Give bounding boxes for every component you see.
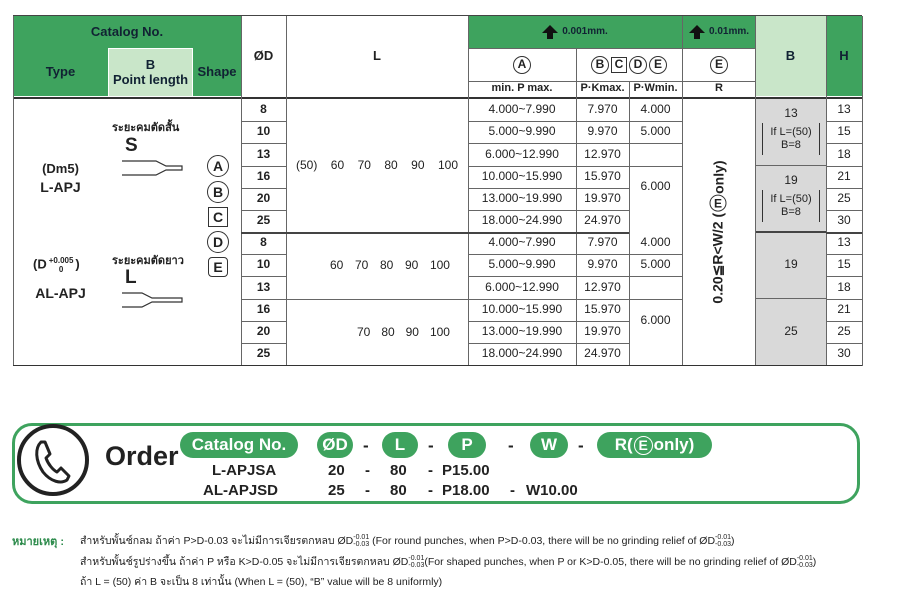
b-note-2	[762, 190, 820, 222]
header-tol-001	[468, 16, 682, 48]
phone-icon	[13, 420, 93, 500]
l-value: 70	[354, 258, 369, 272]
circle-d: D	[629, 56, 647, 74]
long-punch-icon	[120, 290, 186, 310]
pw-value: 5.000	[640, 124, 671, 139]
row-line	[826, 321, 862, 322]
pill-od: ØD	[317, 432, 353, 458]
divider	[682, 232, 683, 233]
pill-w: W	[530, 432, 568, 458]
b-value-19: 19	[784, 257, 798, 272]
point-long-letter: L	[125, 267, 137, 288]
pk-value: 12.970	[584, 279, 621, 294]
pk-value: 15.970	[584, 168, 621, 183]
row-line	[826, 166, 862, 167]
l-value: 80	[381, 325, 395, 339]
pw-value: 5.000	[640, 257, 671, 272]
od-value: 8	[260, 235, 267, 250]
l-value: 80	[384, 158, 398, 172]
pill-r-e: E	[634, 436, 653, 455]
shape-e: E	[208, 257, 228, 277]
header-b: B	[755, 16, 826, 96]
d-sup: +0.005	[48, 256, 74, 265]
order-row2-dash3: -	[510, 482, 515, 499]
row-line	[241, 121, 286, 122]
p-range: 10.000~15.990	[481, 168, 563, 183]
row-line	[826, 210, 862, 211]
h-value: 25	[837, 190, 851, 205]
order-row1-l: 80	[390, 462, 407, 479]
order-row1-dash2: -	[428, 462, 433, 479]
h-value: 30	[837, 346, 851, 361]
h-value: 13	[837, 102, 851, 117]
note-sup: -0.01	[715, 534, 732, 542]
row-line	[241, 343, 286, 344]
type-dm5: (Dm5)	[42, 160, 79, 176]
note-3: ถ้า L = (50) ค่า B จะเป็น 8 เท่านั้น (When L = (50), “B” value will be 8 uniformly)	[80, 576, 443, 588]
order-row2-l: 80	[390, 482, 407, 499]
row-line	[826, 276, 862, 277]
up-arrow-icon	[689, 25, 705, 39]
pk-value: 9.970	[587, 124, 618, 139]
h-value: 30	[837, 213, 851, 228]
pw-g1: 6.000	[640, 179, 671, 194]
l-value: 70	[357, 158, 371, 172]
pill-r	[597, 432, 712, 458]
od-value: 25	[256, 346, 271, 361]
header-col-e	[683, 49, 755, 81]
row-line	[241, 210, 286, 211]
p-range: 10.000~15.990	[481, 301, 563, 316]
pw-value: 4.000	[640, 235, 671, 250]
row-line	[826, 254, 862, 255]
note-sup: -0.01	[353, 534, 370, 542]
order-title: Order	[105, 441, 179, 471]
order-row1-p: P15.00	[442, 462, 490, 479]
p-range: 5.000~9.990	[488, 257, 556, 272]
p-range: 13.000~19.990	[481, 190, 563, 205]
row-line	[241, 143, 286, 144]
od-value: 25	[256, 213, 271, 228]
pill-catalog: Catalog No.	[180, 432, 298, 458]
order-row2-dash2: -	[428, 482, 433, 499]
l-values-g1	[296, 158, 458, 172]
tol-label-2: 0.01mm.	[708, 26, 750, 38]
pill-l: L	[382, 432, 418, 458]
shape-c: C	[208, 207, 228, 227]
dash: -	[508, 436, 514, 455]
header-shape: Shape	[193, 48, 241, 96]
header-col-bcde	[576, 49, 682, 81]
od-value: 13	[256, 146, 271, 161]
square-c: C	[611, 57, 627, 73]
pill-r-only: only)	[653, 435, 695, 454]
type-alapj: AL-APJ	[35, 284, 86, 301]
row-line	[468, 121, 629, 122]
type-d-tolerance	[33, 256, 80, 274]
row-line	[468, 166, 629, 167]
h-value: 21	[837, 301, 851, 316]
p-range: 4.000~7.990	[488, 235, 556, 250]
row-line	[241, 188, 286, 189]
b-value-13: 13	[784, 106, 798, 121]
l-value: 90	[411, 158, 425, 172]
note-text: )	[731, 535, 735, 547]
dash: -	[363, 436, 369, 455]
circle-b: B	[591, 56, 609, 74]
header-h: H	[826, 16, 862, 96]
shape-d: D	[207, 231, 229, 253]
pk-value: 12.970	[584, 146, 621, 161]
od-value: 8	[260, 102, 267, 117]
note-line: If L=(50)	[770, 193, 812, 206]
point-short-letter: S	[125, 135, 138, 156]
row-line	[468, 143, 629, 144]
row-line	[241, 321, 286, 322]
b-value-25: 25	[784, 324, 798, 339]
l-value: 90	[405, 325, 419, 339]
type-lapj: L-APJ	[40, 178, 81, 195]
pk-value: 9.970	[587, 257, 618, 272]
shape-b: B	[207, 181, 229, 203]
dash: -	[578, 436, 584, 455]
note-text: สำหรับพั้นช์รูปร่างขึ้น ถ้าค่า P หรือ K>D-0.05 จะไม่มีการเจียรตกหลบ ØD	[80, 556, 409, 568]
pk-value: 19.970	[584, 190, 621, 205]
note-2	[80, 553, 816, 570]
row-line	[241, 299, 286, 300]
header-od: ØD	[241, 16, 286, 96]
p-range: 13.000~19.990	[481, 323, 563, 338]
d-open: (D	[33, 256, 47, 272]
pk-value: 19.970	[584, 323, 621, 338]
header-point-length	[109, 49, 192, 96]
note-text: (For round punches, when P>D-0.03, there will be no grinding relief of ØD	[369, 535, 716, 547]
od-value: 16	[256, 168, 271, 183]
point-length-label: Point length	[112, 71, 189, 87]
od-value: 10	[256, 257, 271, 272]
h-value: 21	[837, 168, 851, 183]
pill-p: P	[448, 432, 486, 458]
pw-value: 4.000	[640, 102, 671, 117]
row-line	[468, 276, 629, 277]
header-col-a	[468, 49, 576, 81]
p-range: 4.000~7.990	[488, 102, 556, 117]
od-value: 10	[256, 124, 271, 139]
note-sup: -0.01	[796, 555, 813, 563]
pk-value: 24.970	[584, 346, 621, 361]
h-value: 18	[837, 279, 851, 294]
p-range: 6.000~12.990	[485, 279, 559, 294]
header-tol-01	[683, 16, 755, 48]
p-range: 18.000~24.990	[481, 346, 563, 361]
l-line	[286, 299, 468, 300]
header-pk: P·Kmax.	[576, 81, 629, 96]
l-value: 60	[330, 258, 344, 272]
od-value: 13	[256, 279, 271, 294]
note-sub: -0.03	[408, 562, 425, 570]
dash: -	[428, 436, 434, 455]
row-line	[468, 299, 629, 300]
point-long-label: ระยะคมตัดยาว	[112, 255, 184, 267]
l-value: 60	[330, 158, 345, 172]
up-arrow-icon	[542, 25, 558, 39]
l-value: (50)	[296, 158, 318, 172]
od-value: 16	[256, 301, 271, 316]
b-letter: B	[145, 56, 156, 72]
circle-a: A	[513, 56, 531, 74]
shape-a: A	[207, 155, 229, 177]
pk-value: 7.970	[587, 235, 618, 250]
order-row1-od: 20	[328, 462, 345, 479]
l-value: 100	[429, 325, 450, 339]
od-value: 20	[256, 323, 271, 338]
order-row2-od: 25	[328, 482, 345, 499]
h-value: 25	[837, 323, 851, 338]
header-pw: P·Wmin.	[629, 81, 682, 96]
l-line	[286, 232, 468, 234]
d-sub: 0	[58, 265, 64, 274]
row-line	[468, 343, 629, 344]
row-line	[826, 121, 862, 122]
order-row2-w: W10.00	[526, 482, 578, 499]
order-row2-dash: -	[365, 482, 370, 499]
order-row1-cat: L-APJSA	[212, 462, 277, 479]
l-value: 80	[379, 258, 394, 272]
row-line	[241, 254, 286, 255]
notes-label: หมายเหตุ :	[12, 536, 64, 548]
note-line: If L=(50)	[770, 126, 812, 139]
row-line	[826, 232, 862, 234]
note-sub: -0.03	[353, 541, 370, 549]
circle-e: E	[649, 56, 667, 74]
h-value: 18	[837, 146, 851, 161]
row-line	[241, 232, 286, 234]
row-line	[468, 210, 629, 211]
row-line	[826, 299, 862, 300]
pw-g2: 6.000	[640, 312, 671, 327]
l-value: 100	[429, 258, 450, 272]
row-line	[468, 254, 629, 255]
pk-value: 24.970	[584, 213, 621, 228]
r-text-post: only)	[710, 160, 726, 194]
note-text: (For shaped punches, when P or K>D-0.05, there will be no grinding relief of ØD	[424, 556, 797, 568]
order-row1-dash: -	[365, 462, 370, 479]
tol-label-1: 0.001mm.	[562, 26, 608, 38]
l-value: 100	[437, 158, 458, 172]
note-sub: -0.03	[715, 541, 732, 549]
note-text: สำหรับพั้นช์กลม ถ้าค่า P>D-0.03 จะไม่มีการเจียรตกหลบ ØD	[80, 535, 354, 547]
row-line	[468, 188, 629, 189]
note-text: )	[812, 556, 817, 568]
b-note-1	[762, 123, 820, 155]
l-values-g3	[357, 325, 450, 339]
h-value: 15	[837, 257, 851, 272]
p-range: 5.000~9.990	[488, 124, 556, 139]
l-value: 90	[404, 258, 419, 272]
note-sub: -0.03	[796, 562, 813, 570]
pk-value: 15.970	[584, 301, 621, 316]
row-line	[826, 143, 862, 144]
short-punch-icon	[120, 158, 186, 178]
p-range: 18.000~24.990	[481, 213, 563, 228]
header-catalog-no: Catalog No.	[13, 16, 241, 48]
p-range: 6.000~12.990	[485, 146, 559, 161]
note-line: B=8	[781, 206, 801, 218]
od-value: 20	[256, 190, 271, 205]
order-row2-cat: AL-APJSD	[203, 482, 279, 499]
l-value: 70	[357, 325, 371, 339]
note-sup: -0.01	[408, 555, 425, 563]
note-line: B=8	[781, 139, 801, 151]
r-text-pre: 0.20≦R<W/2 (	[709, 212, 726, 304]
order-row2-p: P18.00	[442, 482, 490, 499]
row-line	[468, 232, 629, 234]
b-value-19a: 19	[784, 173, 798, 188]
row-line	[468, 321, 629, 322]
pill-r-text: R(	[614, 435, 633, 454]
h-value: 13	[837, 235, 851, 250]
row-line	[241, 166, 286, 167]
note-1	[80, 532, 735, 549]
shape-list	[204, 155, 232, 277]
h-value: 15	[837, 124, 851, 139]
header-min-p: min. P max.	[468, 81, 576, 96]
header-l: L	[286, 16, 468, 96]
row-line	[826, 188, 862, 189]
d-close: )	[75, 256, 80, 272]
l-values-g2	[330, 258, 450, 272]
point-short-label: ระยะคมตัดสั้น	[112, 122, 180, 134]
r-text-e: E	[710, 195, 727, 212]
header-type: Type	[13, 48, 108, 96]
row-line	[826, 343, 862, 344]
row-line	[241, 276, 286, 277]
pk-value: 7.970	[587, 102, 618, 117]
header-r: R	[683, 81, 755, 96]
circle-e-r: E	[710, 56, 728, 74]
